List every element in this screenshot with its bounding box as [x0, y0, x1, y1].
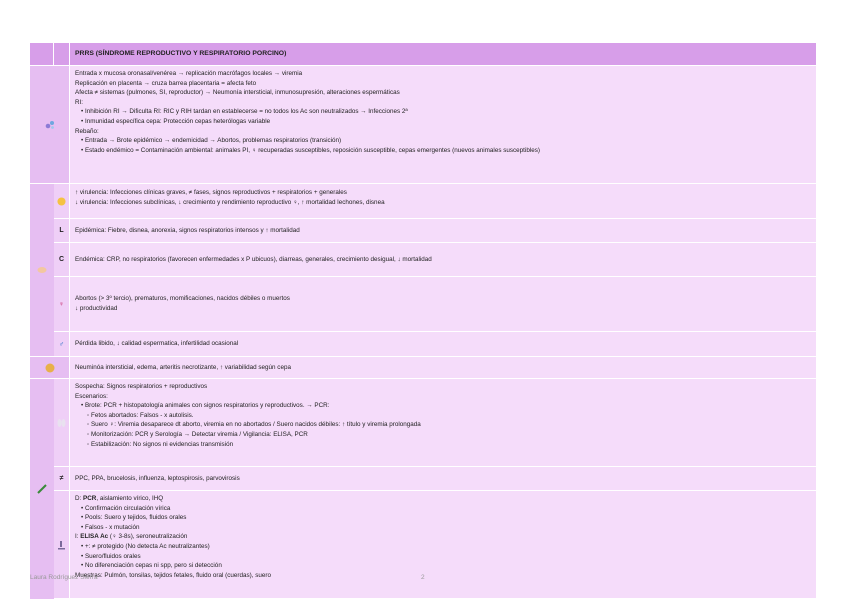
- text-line: • Inhibición RI → Dificulta RI: RIC y RIH tardan en establecerse = no todos los Ac son neutralizados → Infecciones 2ª: [81, 108, 408, 116]
- bold-term: PCR: [83, 495, 97, 502]
- pig-icon: [30, 184, 54, 357]
- text-line: Entrada x mucosa oronasal/venérea → replicación macrófagos locales → viremia: [75, 70, 303, 77]
- text-line: ↓ virulencia: Infecciones subclínicas, ↓ crecimiento y rendimiento reproductivo ♀, ↑ mortalidad lechones, disnea: [75, 198, 385, 206]
- text-line: ◦ Fetos abortados: Falsos - x autolisis.: [87, 411, 194, 419]
- male-row: [54, 332, 816, 357]
- text-span: D:: [75, 495, 84, 502]
- differential-row: [54, 467, 816, 491]
- indirect-diagnosis-line: [75, 532, 811, 542]
- epidemic-label: L: [54, 219, 70, 242]
- text-line: • Brote: PCR + histopatología animales con signos respiratorios y reproductivos. → PCR:: [81, 402, 330, 410]
- text-line: • Inmunidad específica cepa: Protección cepas heterólogas variable: [81, 117, 271, 125]
- text-line: ◦ Suero ♀: Viremia desaparece dt aborto, viremia en no abortados / Suero nacidos débiles: ↑ título y viremia prolongada: [87, 421, 421, 429]
- differential-text: PPC, PPA, brucelosis, influenza, leptospirosis, parvovirosis: [70, 467, 816, 490]
- epidemic-row: [54, 219, 816, 243]
- lesions-text: Neuminóa intersticial, edema, arteritis necrotizante, ↑ variabilidad según cepa: [70, 357, 816, 378]
- syringe-icon: [30, 379, 54, 599]
- text-line: • No diferenciación cepas ni spp, pero si detección: [81, 562, 222, 570]
- text-line: ↓ productividad: [75, 305, 118, 312]
- female-label: ♀: [54, 277, 70, 331]
- text-line: Sospecha: Signos respiratorios + reproductivos: [75, 383, 208, 390]
- male-text: Pérdida libido, ↓ calidad espermatica, infertilidad ocasional: [70, 332, 816, 356]
- text-line: Escenarios:: [75, 392, 108, 400]
- text-line: • Pools: Suero y tejidos, fluidos orales: [81, 514, 187, 522]
- text-line: ◦ Monitorización: PCR y Serología → Detectar viremia / Vigilancia: ELISA, PCR: [87, 430, 308, 438]
- direct-diagnosis-line: [75, 494, 811, 504]
- text-span: I:: [75, 533, 81, 541]
- bold-term: ELISA Ac: [80, 533, 109, 541]
- text-line: Replicación en placenta → cruza barrea placentaria = afecta feto: [75, 79, 257, 87]
- text-line: ↑ virulencia: Infecciones clínicas graves, ≠ fases, signos reproductivos + respiratorios + generales: [75, 189, 347, 196]
- virulence-row: [54, 184, 816, 219]
- male-label: ♂: [54, 332, 70, 356]
- differential-label: ≠: [54, 467, 70, 490]
- text-line: • Confirmación circulación vírica: [81, 504, 171, 512]
- text-span: (♀ 3-8s), seroneutralización: [108, 533, 188, 541]
- virulence-text: [70, 184, 816, 218]
- text-line: • Estado endémico = Contaminación ambiental: animales PI, ♀ recuperadas susceptibles, reposición susceptible, cepas emergentes (nuevos animales susceptibles): [81, 146, 540, 154]
- footer-author: Laura Rodríguez Sierra: [30, 574, 98, 581]
- lab-text: [70, 491, 816, 598]
- lesions-row: [30, 357, 816, 379]
- text-line: RI:: [75, 98, 84, 106]
- pathogenesis-row: [30, 66, 816, 184]
- text-line: Afecta ≠ sistemas (pulmones, SI, reproductor) → Neumonía intersticial, inmunosupresión, alteraciones espermáticas: [75, 89, 400, 97]
- text-line: • Falsos - x mutación: [81, 523, 140, 531]
- endemic-row: [54, 243, 816, 277]
- pathogenesis-text: [70, 66, 816, 183]
- microscope-icon: [54, 491, 70, 598]
- lungs-icon: [54, 379, 70, 466]
- female-text: [70, 277, 816, 331]
- suspicion-row: [54, 379, 816, 467]
- header-icon-cell: [30, 43, 54, 65]
- suspicion-text: [70, 379, 816, 466]
- virus-icon: [30, 66, 70, 183]
- face-icon: [54, 184, 70, 218]
- endemic-text: Endémica: CRP, no respiratorios (favorecen enfermedades x P ubicuos), diarreas, generales, crecimiento desigual, ↓ mortalidad: [70, 243, 816, 276]
- text-line: ◦ Estabilización: No signos ni evidencias transmisión: [87, 440, 234, 448]
- header-sub-cell: [54, 43, 70, 65]
- text-span: , aislamiento vírico, IHQ: [96, 495, 164, 502]
- epidemic-text: Epidémica: Fiebre, disnea, anorexia, signos respiratorios intensos y ↑ mortalidad: [70, 219, 816, 242]
- text-line: • +: ≠ protegido (No detecta Ac neutralizantes): [81, 542, 210, 550]
- lesion-icon: [30, 357, 70, 378]
- page-number: 2: [421, 574, 425, 581]
- text-line: • Entrada → Brote epidémico → endemicidad → Abortos, problemas respiratorios (transición): [81, 137, 342, 145]
- text-line: Rebaño:: [75, 127, 99, 135]
- table-header-row: [30, 43, 816, 66]
- endemic-label: C: [54, 243, 70, 276]
- text-line: • Suero/fluidos orales: [81, 552, 141, 560]
- text-line: Muestras: Pulmón, tonsilas, tejidos fetales, fluido oral (cuerdas), suero: [75, 571, 271, 579]
- lab-row: [54, 491, 816, 599]
- female-row: [54, 277, 816, 332]
- page-title: PRRS (SÍNDROME REPRODUCTIVO Y RESPIRATORIO PORCINO): [70, 43, 816, 65]
- text-line: Abortos (> 3º tercio), prematuros, momificaciones, nacidos débiles o muertos: [75, 295, 290, 303]
